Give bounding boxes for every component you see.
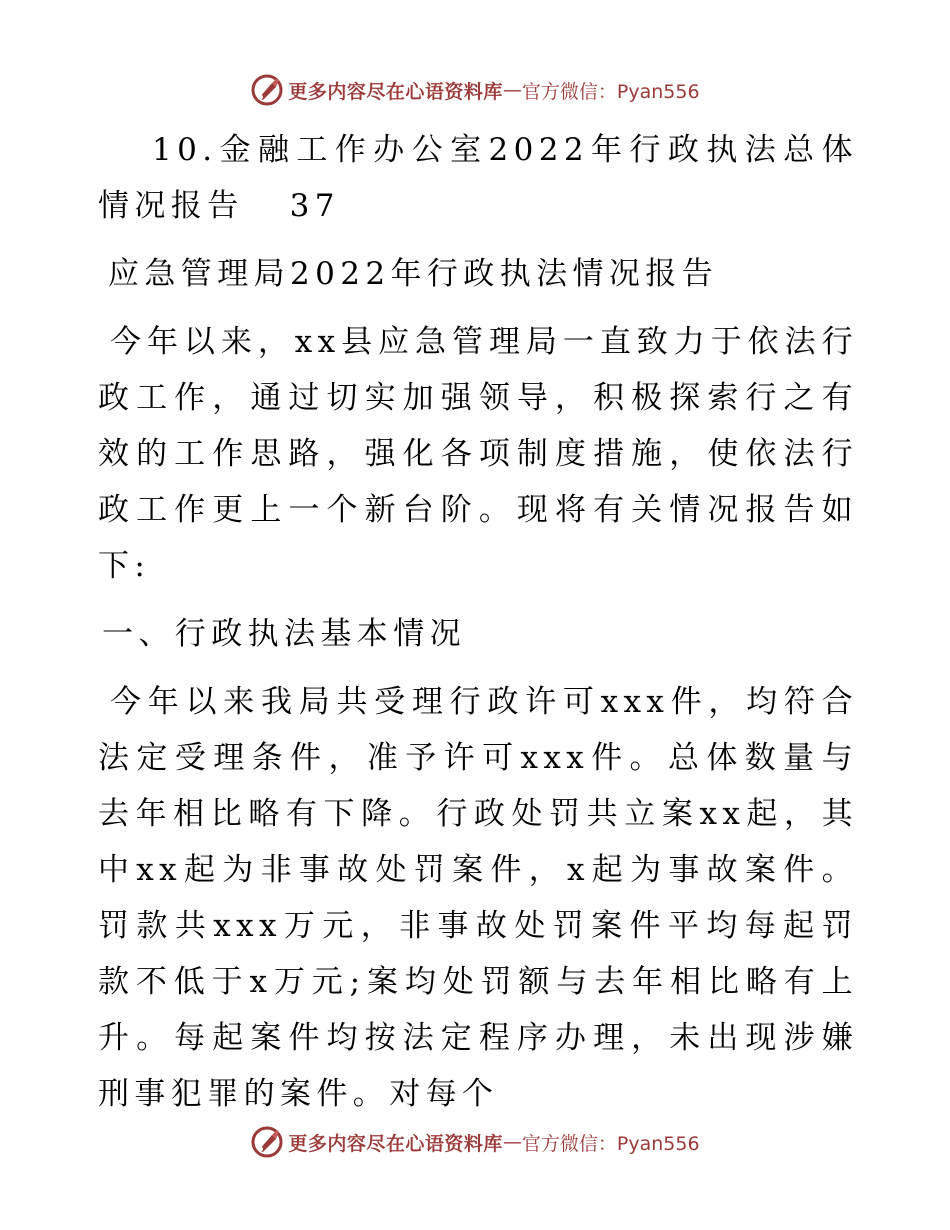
intro-paragraph: 今年以来，xx县应急管理局一直致力于依法行政工作，通过切实加强领导，积极探索行之有效的工作思路，强化各项制度措施，使依法行政工作更上一个新台阶。现将有关情况报告如下:: [98, 324, 858, 584]
footer-watermark: [0, 1122, 950, 1162]
watermark-text: 更多内容尽在心语资料库: [288, 1132, 503, 1155]
toc-entry-page: 37: [289, 188, 340, 224]
section-heading: 一、行政执法基本情况: [102, 616, 466, 652]
document-body: [98, 122, 858, 1134]
watermark-contact: 官方微信：Pyan556: [521, 1132, 700, 1155]
watermark-text: 更多内容尽在心语资料库: [288, 80, 503, 103]
document-title: 应急管理局2022年行政执法情况报告: [108, 256, 719, 292]
watermark-contact: 官方微信：Pyan556: [521, 80, 700, 103]
header-watermark: [0, 70, 950, 110]
toc-entry-text: 10.金融工作办公室2022年行政执法总体情况报告: [98, 132, 858, 224]
quill-pen-logo-icon: [250, 73, 284, 107]
watermark-separator: —: [502, 79, 522, 101]
quill-pen-logo-icon: [250, 1125, 284, 1159]
watermark-separator: —: [502, 1131, 522, 1153]
section-paragraph: 今年以来我局共受理行政许可xxx件，均符合法定受理条件，准予许可xxx件。总体数量与去年相比略有下降。行政处罚共立案xx起，其中xx起为非事故处罚案件，x起为事故案件。罚款共xxx万元，非事故处罚案件平均每起罚款不低于x万元;案均处罚额与去年相比略有上升。每起案件均按法定程序办理，未出现涉嫌刑事犯罪的案件。对每个: [98, 684, 858, 1112]
toc-entry[interactable]: [98, 122, 858, 234]
